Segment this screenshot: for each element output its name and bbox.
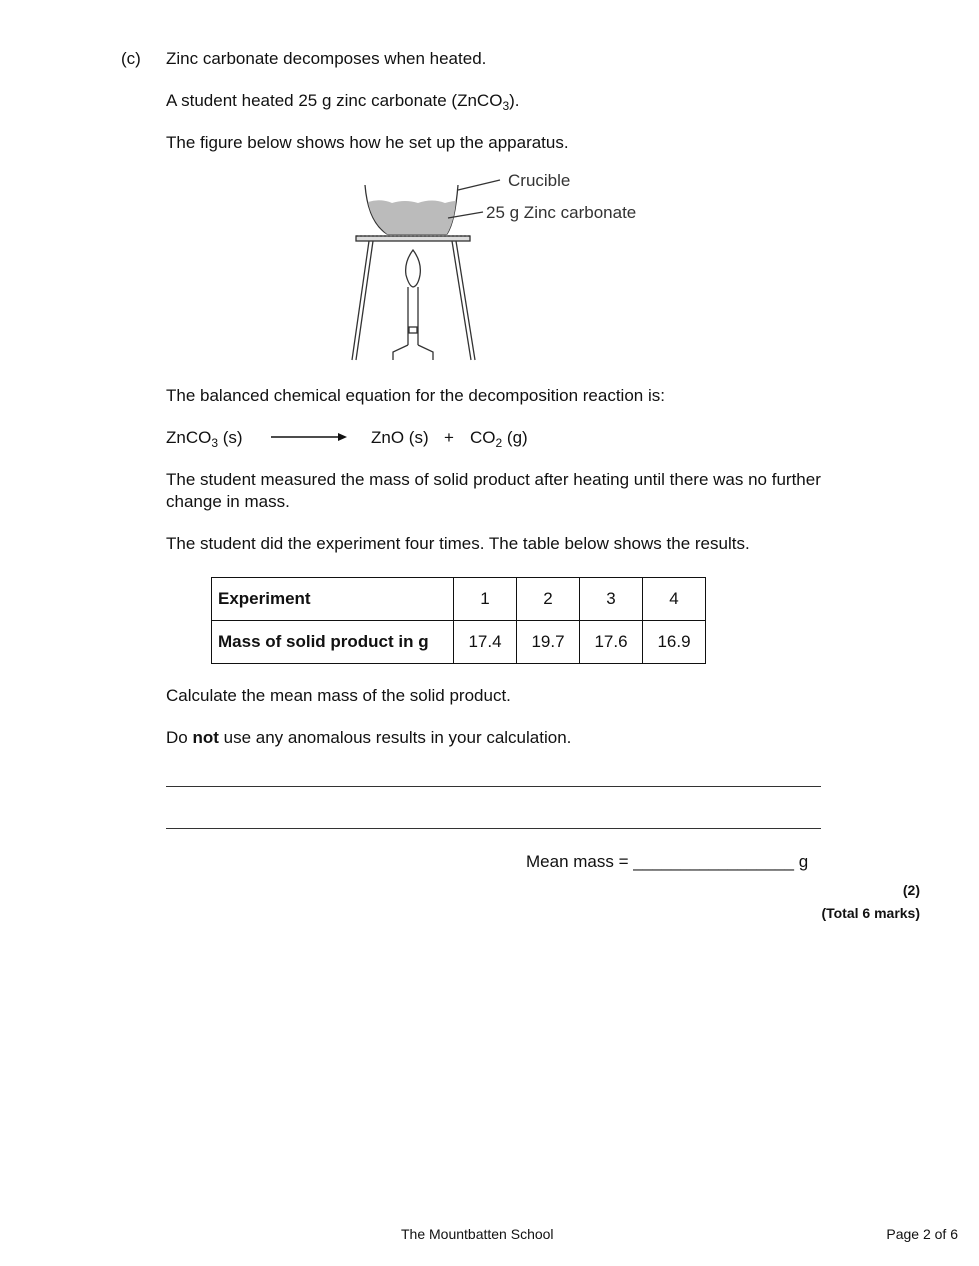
- equation-product2: $CO_2$ (g): [470, 428, 528, 450]
- equation-product1: ZnO (s): [371, 428, 429, 447]
- intro-text: Zinc carbonate decomposes when heated.: [166, 49, 487, 68]
- reaction-arrow-icon: [270, 430, 350, 444]
- crucible-pointer: [458, 180, 500, 190]
- equation-plus: +: [444, 428, 454, 447]
- answer-line[interactable]: [166, 786, 821, 787]
- tripod-left-leg: [352, 241, 373, 360]
- crucible-label: Crucible: [508, 171, 571, 190]
- part-label: (c): [121, 49, 141, 68]
- row-header: Experiment: [212, 578, 454, 621]
- flame: [406, 250, 421, 287]
- total-marks: (Total 6 marks): [821, 905, 920, 921]
- mass-cell: 17.6: [580, 621, 643, 664]
- experiment-cell: 1: [454, 578, 517, 621]
- burner-tube: [408, 287, 418, 345]
- table-intro: The student did the experiment four times. The table below shows the results.: [166, 534, 750, 553]
- heated-text: A student heated 25 g zinc carbonate (ZnCO$_3$).: [166, 91, 520, 113]
- measure-line2: change in mass.: [166, 492, 290, 511]
- apparatus-figure: [0, 0, 979, 400]
- answer-line[interactable]: [166, 828, 821, 829]
- tripod-right-leg: [452, 241, 475, 360]
- calc-instruction: Calculate the mean mass of the solid product.: [166, 686, 511, 705]
- contents-label: 25 g Zinc carbonate: [486, 203, 637, 222]
- experiment-cell: 4: [643, 578, 706, 621]
- footer-school: The Mountbatten School: [401, 1226, 554, 1242]
- experiment-cell: 3: [580, 578, 643, 621]
- burner-base: [393, 345, 433, 360]
- measure-line1: The student measured the mass of solid product after heating until there was no further: [166, 470, 821, 489]
- mass-cell: 19.7: [517, 621, 580, 664]
- table-row: [212, 578, 706, 621]
- results-table: [211, 577, 706, 664]
- gauze: [356, 236, 470, 241]
- experiment-cell: 2: [517, 578, 580, 621]
- equation-reactant: ZnCO$_3$ (s): [166, 428, 243, 450]
- figure-intro: The figure below shows how he set up the apparatus.: [166, 133, 569, 152]
- equation-intro: The balanced chemical equation for the decomposition reaction is:: [166, 386, 665, 405]
- row-header: Mass of solid product in g: [212, 621, 454, 664]
- mass-cell: 16.9: [643, 621, 706, 664]
- marks: (2): [902, 882, 920, 898]
- mean-mass-answer[interactable]: Mean mass = _________________ g: [526, 852, 809, 871]
- table-row: [212, 621, 706, 664]
- mass-cell: 17.4: [454, 621, 517, 664]
- footer-page: Page 2 of 6: [886, 1226, 958, 1242]
- anomalous-instruction: Do not use any anomalous results in your calculation.: [166, 728, 572, 747]
